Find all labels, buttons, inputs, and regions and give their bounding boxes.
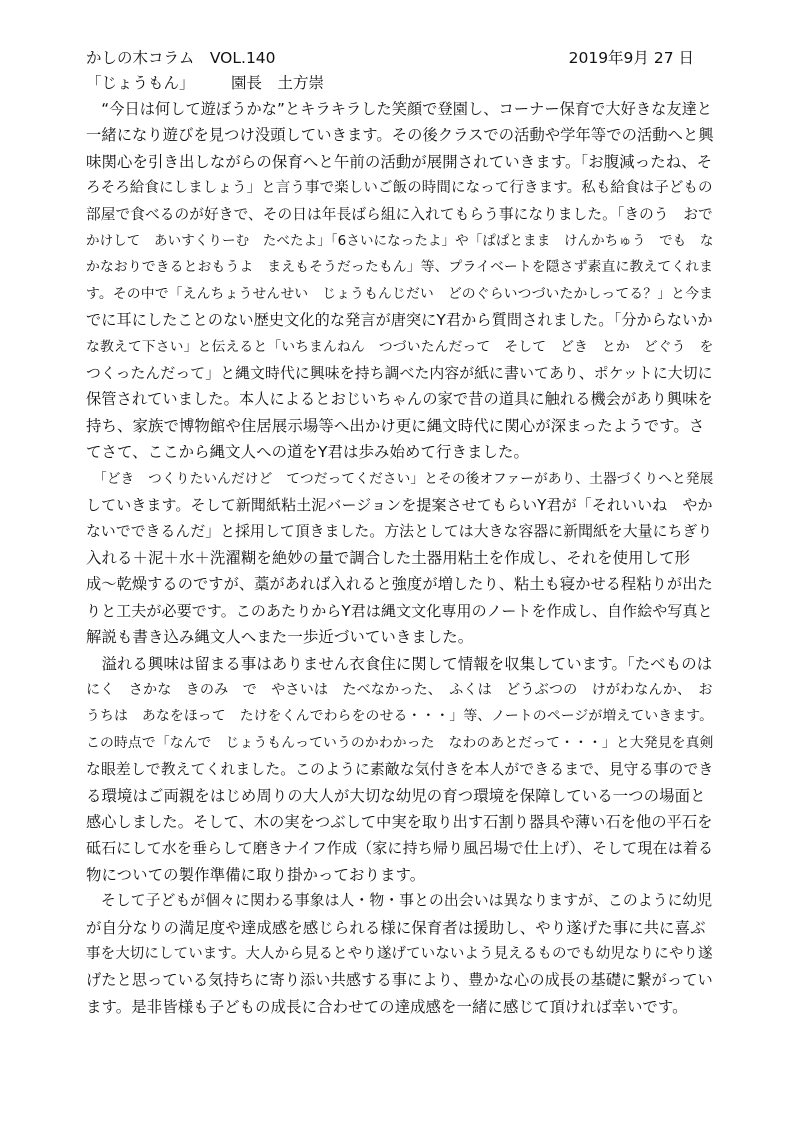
text-line: げたと思っている気持ちに寄り添い共感する事により、豊かな心の成長の基礎に繋がってい — [86, 971, 713, 990]
text-line: る環境はご両親をはじめ周りの大人が大切な幼児の育つ環境を保障している一つの場面と — [86, 786, 706, 805]
text-line: 解説も書き込み縄文人へまた一歩近づいていきました。 — [86, 628, 474, 647]
subheader-row — [86, 70, 696, 96]
text-line: な眼差しで教えてくれました。このように素敵な気付きを本人ができるまで、見守る事のでき — [86, 760, 714, 779]
text-line: でに耳にしたことのない歴史文化的な発言が唐突にY君から質問されました。「分からないか — [86, 311, 713, 330]
text-line: す。その中で「えんちょうせんせい じょうもんじだい どのぐらいつづいたかしってる？」と今ま — [86, 285, 714, 302]
text-line: が自分なりの満足度や達成感を感じられる様に保育者は援助し、やり遂げた事に共に喜ぶ — [86, 918, 706, 937]
text-line: “今日は何して遊ぼうかな”とキラキラした笑顔で登園し、コーナー保育で大好きな友達と — [86, 100, 713, 118]
text-line: てさて、ここから縄文人への道をY君は歩み始めて行きました。 — [86, 443, 529, 462]
text-line: にく さかな きのみ で やさいは たべなかった、 ふくは どうぶつの けがわなんか、 お — [86, 681, 713, 698]
text-line: うちは あなをほって たけをくんでわらをのせる・・・」等、ノートのページが増えていきます。 — [86, 708, 714, 725]
publish-date: 2019年9月 27 日 — [568, 49, 694, 67]
text-line: 一緒になり遊びを見つけ没頭していきます。その後クラスでの活動や学年等での活動へと興 — [86, 126, 714, 145]
text-line: 持ち、家族で博物館や住居展示場等へ出かけ更に縄文時代に関心が深まったようです。さ — [86, 416, 705, 435]
text-line: 味関心を引き出しながらの保育へと午前の活動が展開されていきます。「お腹減ったね、そ — [86, 152, 713, 171]
text-line: していきます。そして新聞紙粘土泥バージョンを提案させてもらいY君が「それいいね やか — [86, 496, 713, 515]
text-line: ろそろ給食にしましょう」と言う事で楽しいご飯の時間になって行きます。私も給食は子どもの — [86, 180, 713, 197]
author-name: 園長 土方崇 — [231, 74, 325, 92]
text-line: りと工夫が必要です。このあたりからY君は縄文文化専用のノートを作成し、自作絵や写真と — [86, 601, 713, 620]
text-line: 事を大切にしています。大人から見るとやり遂げていないよう見えるものでも幼児なりにやり遂 — [86, 946, 713, 962]
text-line: この時点で「なんで じょうもんっていうのかわかった なわのあとだって・・・」と大発見を真剣 — [86, 734, 714, 751]
article-body — [86, 96, 716, 1020]
text-line: 成～乾燥するのですが、藁があれば入れると強度が増したり、粘土も寝かせる程粘りが出た — [86, 575, 713, 594]
column-title: かしの木コラム VOL.140 — [86, 49, 276, 67]
text-line: 入れる＋泥＋水＋洗濯糊を絶妙の量で調合した土器用粘土を作成し、それを使用して形 — [86, 548, 691, 567]
text-line: ないでできるんだ」と採用して頂きました。方法としては大きな容器に新聞紙を大量にちぎり — [86, 522, 713, 540]
text-line: かけして あいすくりーむ たべたよ」「6さいになったよ」や「ぱぱとまま けんかちゅう でも な — [86, 233, 714, 250]
article-subtitle: 「じょうもん」 — [86, 74, 195, 92]
text-line: 保管されていました。本人によるとおじいちゃんの家で昔の道具に触れる機会があり興味を — [86, 390, 713, 409]
text-line: な教えて下さい」と伝えると「いちまんねん つづいたんだって そして どき とか どぐう を — [86, 338, 714, 355]
text-line: 溢れる興味は留まる事はありません衣食住に関して情報を収集しています。「たべものは — [86, 654, 713, 673]
text-line: 砥石にして水を垂らして磨きナイフ作成（家に持ち帰り風呂場で仕上げ）、そして現在は着る — [86, 839, 714, 858]
text-line: 部屋で食べるのが好きで、その日は年長ばら組に入れてもらう事になりました。「きのう おで — [86, 205, 713, 223]
text-line: 「どき つくりたいんだけど てつだってください」とその後オファーがあり、土器づくりへと発展 — [86, 470, 714, 487]
text-line: そして子どもが個々に関わる事象は人・物・事との出会いは異なりますが、このように幼児 — [86, 892, 713, 910]
text-line: ます。是非皆様も子どもの成長に合わせての達成感を一緒に感じて頂ければ幸いです。 — [86, 997, 688, 1016]
text-line: かなおりできるとおもうよ まえもそうだったもん」等、プライベートを隠さず素直に教えてくれま — [86, 259, 714, 276]
text-line: 物についての製作準備に取り掛かっております。 — [86, 865, 426, 884]
header-row — [86, 45, 696, 71]
text-line: つくったんだって」と縄文時代に興味を持ち調べた内容が紙に書いてあり、ポケットに大切に — [86, 364, 713, 383]
text-line: 感心しました。そして、木の実をつぶして中実を取り出す石割り器具や薄い石を他の平石を — [86, 812, 713, 831]
